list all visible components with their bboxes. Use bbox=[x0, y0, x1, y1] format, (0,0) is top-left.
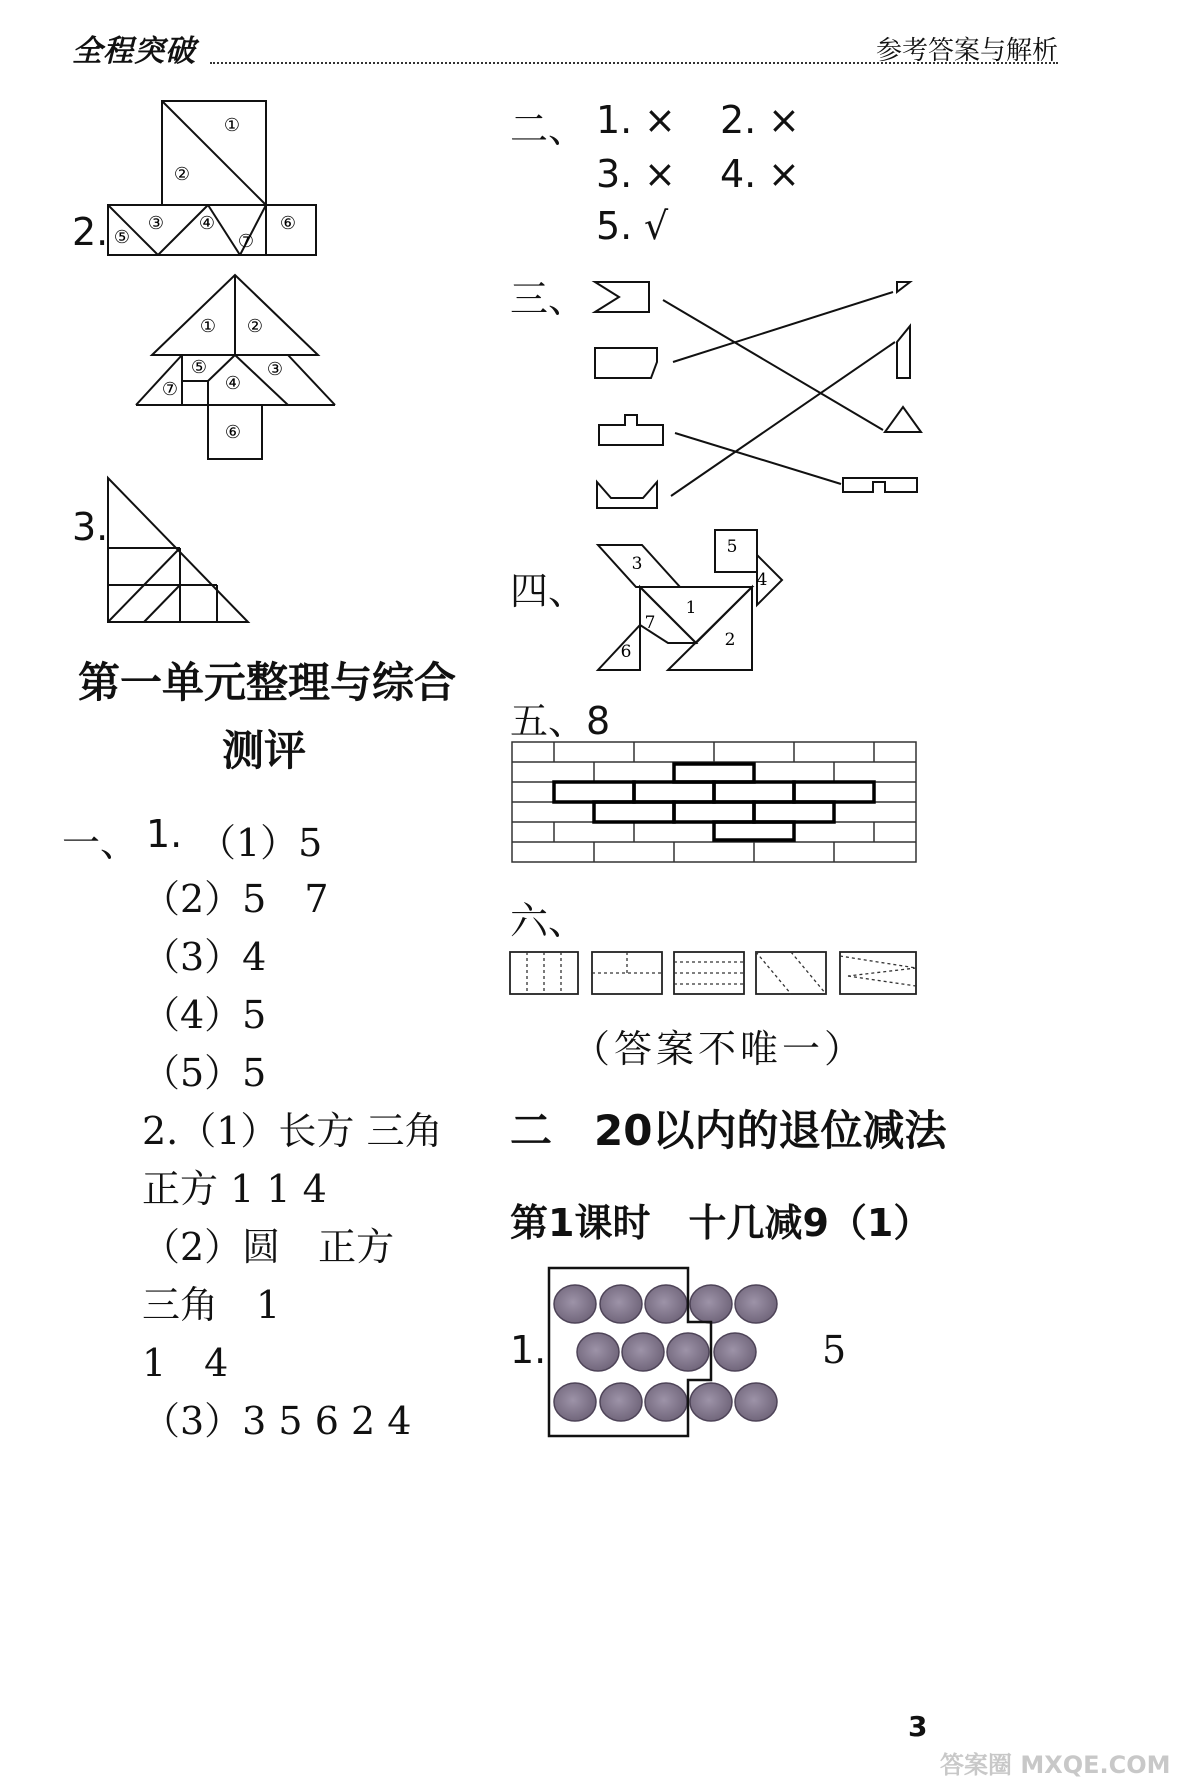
answer-line: 1 4 bbox=[142, 1341, 229, 1385]
piece-label: ⑦ bbox=[237, 231, 255, 252]
answer-line: 三角 1 bbox=[142, 1283, 281, 1327]
answer-line: 正方 1 1 4 bbox=[142, 1167, 327, 1211]
part5-label: 五、8 bbox=[510, 699, 611, 743]
q1-label: 1. bbox=[146, 812, 183, 856]
answer-line: （2）5 7 bbox=[142, 877, 329, 921]
lesson-title: 第1课时 十几减9（1） bbox=[510, 1201, 932, 1245]
unit-title-cont: 测评 bbox=[222, 726, 307, 775]
chapter-title: 二 20以内的退位减法 bbox=[510, 1106, 947, 1155]
check-mark: √ bbox=[644, 204, 669, 248]
brand-logo: 全程突破 bbox=[72, 34, 196, 69]
piece-label: 7 bbox=[644, 613, 656, 633]
piece-label: 2 bbox=[724, 630, 736, 650]
answer-line: （3）4 bbox=[142, 935, 267, 979]
piece-label: ⑦ bbox=[161, 379, 179, 400]
answer-line: 2.（1）长方 三角 bbox=[142, 1109, 443, 1153]
match-line bbox=[673, 292, 893, 362]
piece-label: ⑤ bbox=[190, 357, 208, 378]
part3-label: 三、 bbox=[510, 277, 587, 321]
shape-right-2 bbox=[897, 326, 910, 378]
piece-6 bbox=[598, 625, 640, 670]
page-number: 3 bbox=[908, 1710, 928, 1743]
piece-label: ② bbox=[173, 164, 191, 185]
match-line bbox=[671, 342, 895, 496]
cross-mark: × bbox=[644, 152, 676, 196]
judge-number: 5. bbox=[596, 204, 633, 248]
piece-label: ① bbox=[199, 316, 217, 337]
cross-mark: × bbox=[768, 98, 800, 142]
q3-label: 3. bbox=[72, 505, 109, 549]
match-line bbox=[663, 300, 883, 430]
shape-right-1 bbox=[897, 282, 910, 292]
folding-answers bbox=[508, 948, 922, 998]
shape-right-3 bbox=[885, 407, 921, 432]
section-title: 参考答案与解析 bbox=[875, 36, 1058, 66]
part4-label: 四、 bbox=[510, 569, 587, 613]
shape-left-4 bbox=[597, 482, 657, 508]
judge-number: 1. bbox=[596, 98, 633, 142]
piece-label: ② bbox=[246, 316, 264, 337]
watermark: 答案圈 MXQE.COM bbox=[940, 1751, 1171, 1779]
part6-note: （答案不唯一） bbox=[572, 1027, 867, 1071]
dragon-fruit-grouping bbox=[545, 1262, 810, 1442]
answer-line: （3）3 5 6 2 4 bbox=[142, 1399, 412, 1443]
shape-right-4 bbox=[843, 478, 917, 492]
part2-label: 二、 bbox=[510, 107, 587, 151]
piece-label: ⑥ bbox=[224, 422, 242, 443]
header-divider bbox=[210, 62, 1058, 64]
shape-left-2 bbox=[595, 348, 657, 378]
tangram-animal bbox=[590, 525, 790, 675]
unit-title: 第一单元整理与综合 bbox=[78, 658, 457, 707]
piece-label: ③ bbox=[147, 213, 165, 234]
answer-line: （5）5 bbox=[142, 1051, 267, 1095]
piece-label: 1 bbox=[685, 598, 697, 618]
piece-label: 5 bbox=[726, 537, 738, 557]
lesson-q1-answer: 5 bbox=[822, 1328, 847, 1372]
part1-label: 一、 bbox=[62, 821, 139, 865]
answer-line: （1）5 bbox=[198, 821, 323, 865]
piece-label: ⑥ bbox=[279, 213, 297, 234]
brick-wall bbox=[510, 740, 920, 866]
q2-label: 2. bbox=[72, 210, 109, 254]
shape-left-3 bbox=[599, 415, 663, 445]
tangram-figures-q2 bbox=[100, 95, 430, 475]
piece-label: ⑤ bbox=[113, 227, 131, 248]
tangram-triangle-q3 bbox=[100, 470, 300, 630]
part6-label: 六、 bbox=[510, 899, 587, 943]
cross-mark: × bbox=[768, 152, 800, 196]
piece-label: 6 bbox=[620, 642, 632, 662]
piece-label: ① bbox=[223, 115, 241, 136]
piece-label: ④ bbox=[198, 213, 216, 234]
cross-mark: × bbox=[644, 98, 676, 142]
answer-line: （4）5 bbox=[142, 993, 267, 1037]
piece-label: 4 bbox=[756, 570, 768, 590]
answer-line: （2）圆 正方 bbox=[142, 1225, 395, 1269]
judge-number: 2. bbox=[720, 98, 757, 142]
piece-label: ③ bbox=[266, 359, 284, 380]
matching-diagram bbox=[585, 270, 930, 520]
shape-left-1 bbox=[595, 282, 649, 312]
judge-number: 3. bbox=[596, 152, 633, 196]
lesson-q1-label: 1. bbox=[510, 1328, 547, 1372]
piece-label: 3 bbox=[631, 554, 643, 574]
judge-number: 4. bbox=[720, 152, 757, 196]
piece-label: ④ bbox=[224, 373, 242, 394]
